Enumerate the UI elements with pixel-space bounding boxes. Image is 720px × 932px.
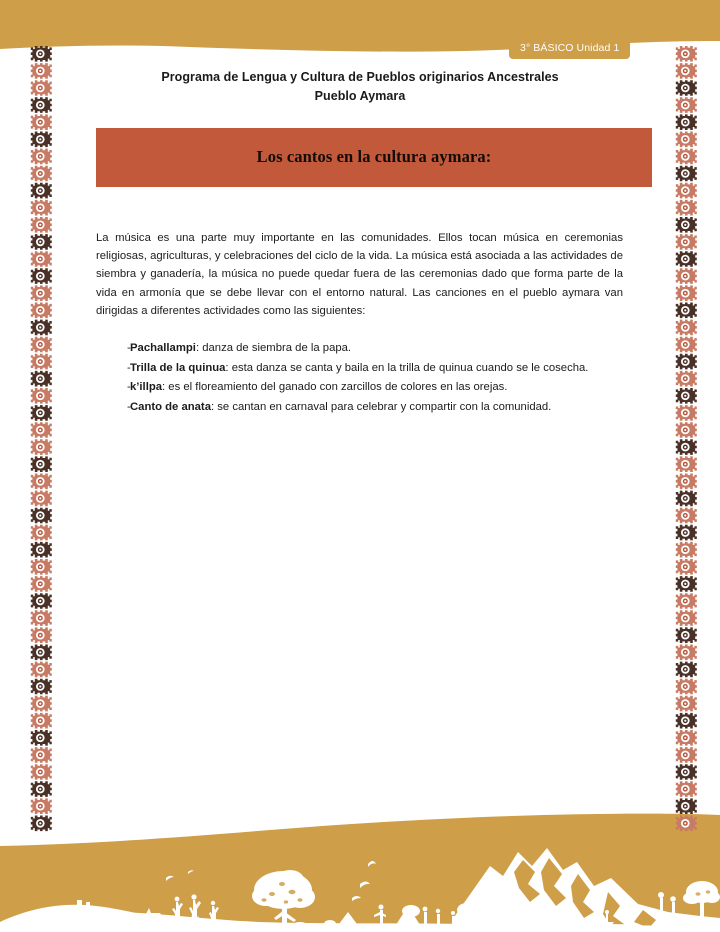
bullet-marker: - — [127, 400, 131, 413]
footer-gold-band — [0, 802, 720, 932]
program-title-line-1: Programa de Lengua y Cultura de Pueblos originarios Ancestrales — [161, 70, 559, 84]
left-border-ornament — [28, 46, 54, 832]
list-item-text — [130, 339, 616, 358]
list-item-description: : danza de siembra de la papa. — [195, 342, 352, 355]
andean-landscape-silhouette-icon — [0, 802, 720, 932]
list-item-text — [130, 398, 616, 417]
list-item-description: : es el floreamiento del ganado con zarcillos de colores en las orejas. — [162, 381, 508, 394]
section-title-banner — [96, 128, 652, 187]
andean-pattern-border-icon — [28, 46, 54, 832]
document-content — [96, 68, 624, 417]
section-title-text: Los cantos en la cultura aymara: — [256, 147, 492, 167]
intro-paragraph: La música es una parte muy importante en las comunidades. Ellos tocan música en ceremonias religiosas, agriculturas, y celebraciones del ciclo de la vida. La música está asociada a las actividades de siembra y ganadería, la música no puede quedar fuera de las ceremonias dado que forma parte de la vida en armonía que se debe llevar con el entorno natural. Las canciones en el pueblo aymara van dirigidas a diferentes actividades como las siguientes: — [96, 231, 623, 317]
program-title-line-2: Pueblo Aymara — [314, 89, 406, 104]
list-item — [96, 378, 616, 397]
list-item-description: : esta danza se canta y baila en la trilla de quinua cuando se le cosecha. — [225, 361, 589, 374]
right-border-ornament — [673, 46, 699, 832]
list-item-text — [130, 378, 616, 397]
list-item — [96, 339, 616, 358]
bullet-marker: - — [127, 361, 131, 374]
bullet-marker: - — [127, 342, 131, 355]
bullet-marker: - — [127, 381, 131, 394]
list-item-text — [130, 359, 616, 378]
list-item-term: Pachallampi — [130, 342, 196, 355]
unit-badge: 3° BÁSICO Unidad 1 — [509, 38, 630, 59]
list-item — [96, 398, 616, 417]
list-item-term: Canto de anata — [130, 400, 211, 413]
list-item — [96, 359, 616, 378]
page-title — [96, 68, 624, 107]
list-item-term: k’illpa — [130, 381, 163, 394]
list-item-term: Trilla de la quinua — [130, 361, 226, 374]
list-item-description: : se cantan en carnaval para celebrar y compartir con la comunidad. — [210, 400, 552, 413]
song-type-list — [96, 339, 616, 417]
andean-pattern-border-icon — [673, 46, 699, 832]
